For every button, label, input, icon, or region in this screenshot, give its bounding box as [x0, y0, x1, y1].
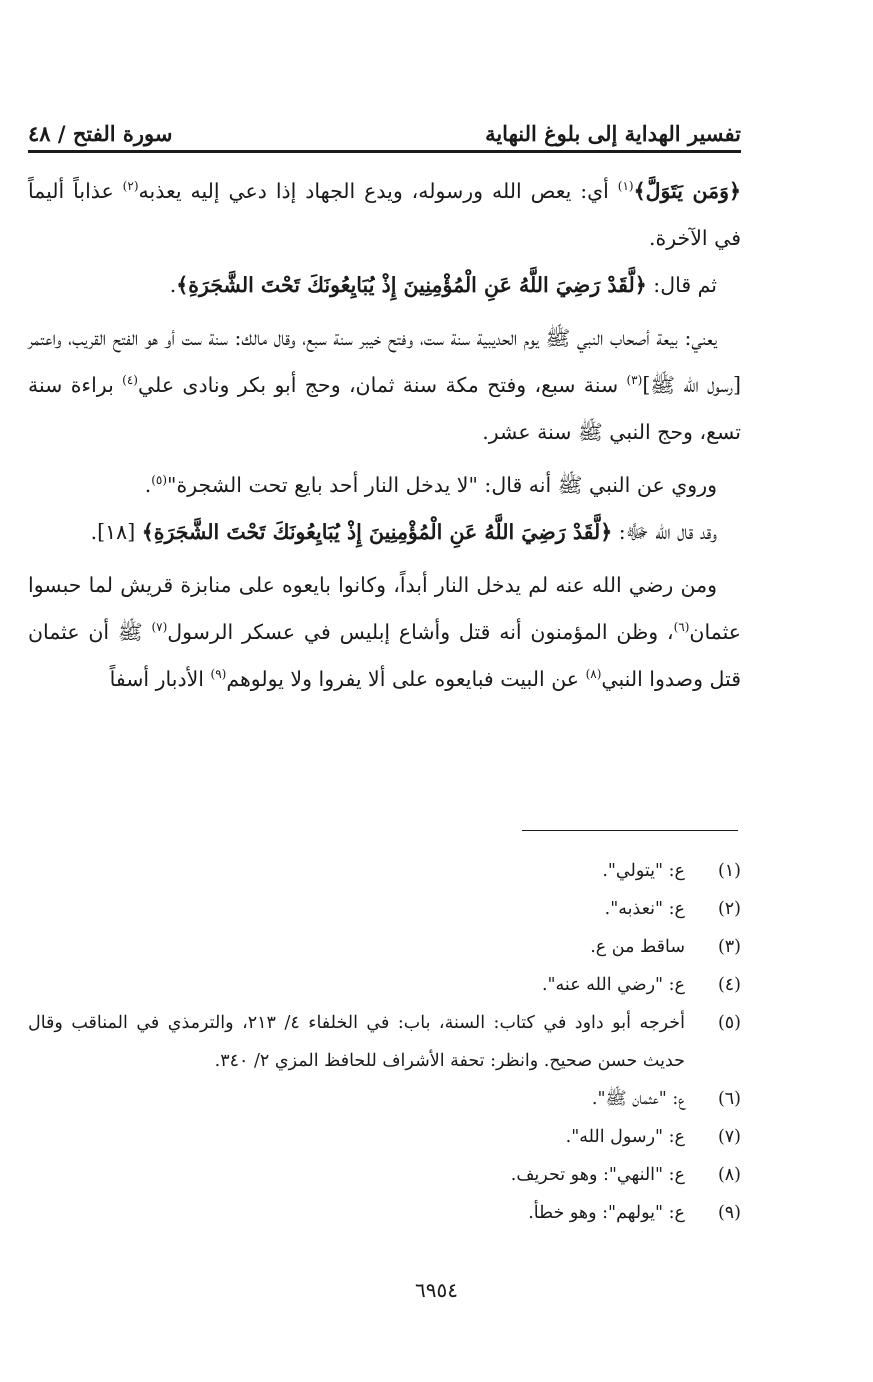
- footnote-text: ع: "رضي الله عنه".: [541, 975, 685, 995]
- text-run: ﷺ أن عثمان قتل وصدوا النبي: [28, 620, 741, 691]
- footnote-ref[interactable]: (١): [617, 179, 634, 194]
- paragraph: [28, 509, 741, 556]
- running-header: [28, 112, 741, 146]
- text-run: سنة سبع، وفتح مكة سنة ثمان، وحج أبو بكر ونادى علي: [137, 373, 627, 397]
- footnote-item: [28, 1156, 741, 1194]
- footnote-ref[interactable]: (٤): [122, 373, 138, 388]
- quran-verse: ﴿لَّقَدْ رَضِيَ اللَّهُ عَنِ الْمُؤْمِنِينَ إِذْ يُبَايِعُونَكَ تَحْتَ الشَّجَرَةِ﴾: [176, 273, 647, 297]
- text-run: ومن رضي الله عنه لم يدخل النار أبداً، وكانوا بايعوه على منابزة قريش لما حبسوا عثمان: [28, 573, 741, 644]
- footnotes: [28, 852, 741, 1232]
- footnote-ref[interactable]: (٧): [151, 620, 168, 635]
- footnote-number: (١): [717, 861, 741, 881]
- paragraph: [28, 262, 741, 309]
- paragraph: [28, 168, 741, 262]
- footnote-text: ع: "النهي": وهو تحريف.: [510, 1165, 685, 1185]
- footnote-ref[interactable]: (٢): [122, 179, 139, 194]
- footnote-ref[interactable]: (٣): [626, 373, 643, 388]
- text-run: ثم قال:: [646, 273, 717, 297]
- footnote-number: (٩): [717, 1203, 741, 1223]
- footnote-divider: [522, 830, 738, 831]
- footnote-text: ع: "رسول الله".: [565, 1127, 685, 1147]
- text-run: .: [169, 273, 177, 297]
- main-text: [28, 168, 741, 703]
- footnote-item: [28, 1194, 741, 1232]
- footnote-ref[interactable]: (٦): [673, 620, 690, 635]
- text-run: [١٨].: [90, 520, 142, 544]
- text-run: يعني: بيعة أصحاب النبي ﷺ يوم الحديبية سنة ست، وفتح خيبر سنة سبع، وقال مالك: سنة ست أو هو الفتح القريب، واعتمر [رسول الله ﷺ]: [28, 326, 742, 397]
- text-run: عن البيت فبايعوه على ألا يفروا ولا يولوهم: [226, 667, 586, 691]
- footnote-item: [28, 1004, 741, 1080]
- paragraph: [28, 315, 741, 456]
- text-run: الأدبار أسفاً: [109, 667, 211, 691]
- book-title: تفسير الهداية إلى بلوغ النهاية: [485, 121, 741, 146]
- paragraph: [28, 462, 741, 509]
- footnote-text: ع: "يتولي".: [602, 861, 685, 881]
- footnote-number: (٨): [717, 1165, 741, 1185]
- footnote-number: (٦): [717, 1089, 741, 1109]
- footnote-item: [28, 1118, 741, 1156]
- footnote-number: (٧): [717, 1127, 741, 1147]
- footnote-text: ع: "يولهم": وهو خطأ.: [528, 1203, 685, 1223]
- footnote-text: ع: "نعذبه".: [604, 899, 685, 919]
- footnote-item: [28, 1080, 741, 1118]
- footnote-text: ساقط من ع.: [590, 937, 685, 957]
- text-run: وروي عن النبي ﷺ أنه قال: "لا يدخل النار أحد بايع تحت الشجرة": [167, 473, 717, 497]
- paragraph: [28, 562, 741, 703]
- text-run: ، وظن المؤمنون أنه قتل وأشاع إبليس في عسكر الرسول: [167, 620, 674, 644]
- footnote-ref[interactable]: (٩): [210, 667, 227, 682]
- footnote-text: أخرجه أبو داود في كتاب: السنة، باب: في الخلفاء ٤/ ٢١٣، والترمذي في المناقب وقال حديث حسن صحيح. وانظر: تحفة الأشراف للحافظ المزي ٢/ ٣٤٠.: [28, 1013, 685, 1071]
- footnote-number: (٣): [717, 937, 741, 957]
- footnote-item: [28, 852, 741, 890]
- surah-label: سورة الفتح / ٤٨: [28, 121, 173, 146]
- footnote-number: (٤): [717, 975, 741, 995]
- footnote-number: (٢): [717, 899, 741, 919]
- text-run: عذاباً أليماً في الآخرة.: [28, 179, 741, 250]
- quran-verse: ﴿لَّقَدْ رَضِيَ اللَّهُ عَنِ الْمُؤْمِنِينَ إِذْ يُبَايِعُونَكَ تَحْتَ الشَّجَرَةِ﴾: [141, 520, 613, 544]
- footnote-text: ع: "عثمان ﷺ".: [591, 1089, 685, 1109]
- footnote-item: [28, 928, 741, 966]
- text-run: وقد قال الله ﷻ:: [612, 520, 717, 544]
- footnote-ref[interactable]: (٨): [585, 667, 602, 682]
- footnote-ref[interactable]: (٥): [151, 473, 168, 488]
- quran-verse: ﴿وَمَن يَتَوَلَّ﴾: [633, 179, 741, 203]
- page-number: ٦٩٥٤: [415, 1278, 458, 1302]
- footnote-item: [28, 890, 741, 928]
- header-divider: [28, 150, 741, 153]
- text-run: .: [144, 473, 152, 497]
- footnote-number: (٥): [717, 1013, 741, 1033]
- footnote-item: [28, 966, 741, 1004]
- text-run: براءة سنة تسع، وحج النبي ﷺ سنة عشر.: [28, 373, 741, 444]
- text-run: أي: يعص الله ورسوله، ويدع الجهاد إذا دعي إليه يعذبه: [138, 179, 618, 203]
